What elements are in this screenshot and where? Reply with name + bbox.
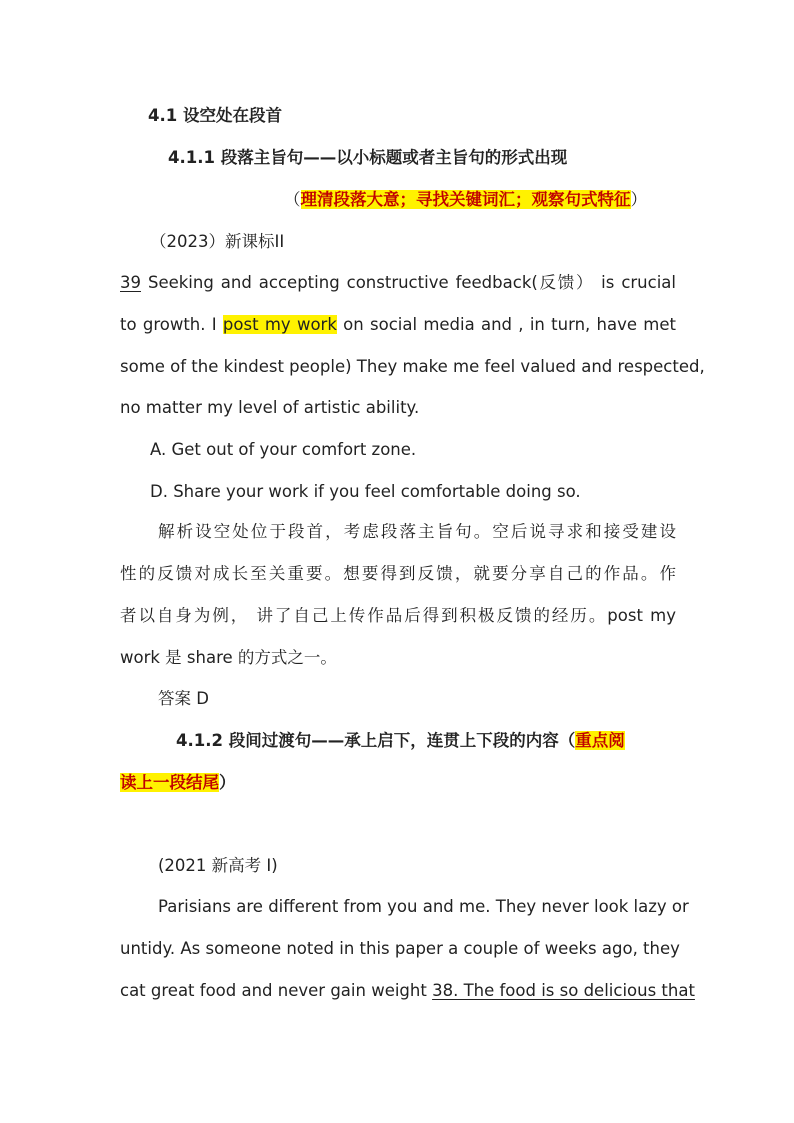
analysis-line-2: 性的反馈对成长至关重要。想要得到反馈，就要分享自己的作品。作 (120, 564, 676, 583)
subsection-heading-4-1-2 (176, 729, 625, 753)
passage-line-3: some of the kindest people) They make me feel valued and respected, (120, 357, 705, 376)
passage2-line-1: Parisians are different from you and me. They never look lazy or (158, 897, 689, 916)
passage-line-2 (120, 313, 676, 337)
passage-text: cat great food and never gain weight (120, 981, 433, 1000)
heading-highlight-1: 重点阅 (575, 731, 625, 750)
passage2-line-3 (120, 979, 695, 1003)
option-d: D. Share your work if you feel comfortable doing so. (150, 482, 581, 501)
note-highlight: 理清段落大意；寻找关键词汇；观察句式特征 (300, 190, 631, 209)
analysis-line-1: 解析设空处位于段首，考虑段落主旨句。空后说寻求和接受建设 (158, 522, 676, 541)
section-heading-4-1: 4.1 设空处在段首 (148, 106, 282, 125)
underlined-sentence-38: 38. The food is so delicious that (432, 981, 695, 1000)
passage-line-4: no matter my level of artistic ability. (120, 398, 420, 417)
subsection-heading-4-1-1: 4.1.1 段落主旨句——以小标题或者主旨句的形式出现 (168, 148, 568, 167)
source-label-2021: (2021 新高考 I) (158, 856, 278, 875)
question-number: 39 (120, 273, 141, 292)
subsection-heading-4-1-2-cont (120, 771, 236, 795)
note-close-paren: ） (630, 190, 647, 209)
heading-text: 4.1.2 段间过渡句——承上启下，连贯上下段的内容（ (176, 731, 576, 750)
note-open-paren: （ (284, 190, 301, 209)
heading-close-paren: ） (219, 773, 236, 792)
passage-text: to growth. I (120, 315, 223, 334)
heading-highlight-2: 读上一段结尾 (120, 773, 219, 792)
passage2-line-2: untidy. As someone noted in this paper a couple of weeks ago, they (120, 939, 680, 958)
passage-text: Seeking and accepting constructive feedback(反馈） is crucial (141, 273, 676, 292)
analysis-line-4: work 是 share 的方式之一。 (120, 648, 337, 667)
highlight-post-my-work: post my work (222, 315, 337, 334)
analysis-line-3: 者以自身为例， 讲了自己上传作品后得到积极反馈的经历。post my (120, 606, 676, 625)
passage-text: on social media and , in turn, have met (336, 315, 677, 334)
source-label-2023: （2023）新课标II (150, 232, 285, 251)
option-a: A. Get out of your comfort zone. (150, 440, 417, 459)
subsection-note (284, 188, 647, 212)
passage-line-1 (120, 271, 676, 295)
answer: 答案 D (158, 689, 209, 708)
